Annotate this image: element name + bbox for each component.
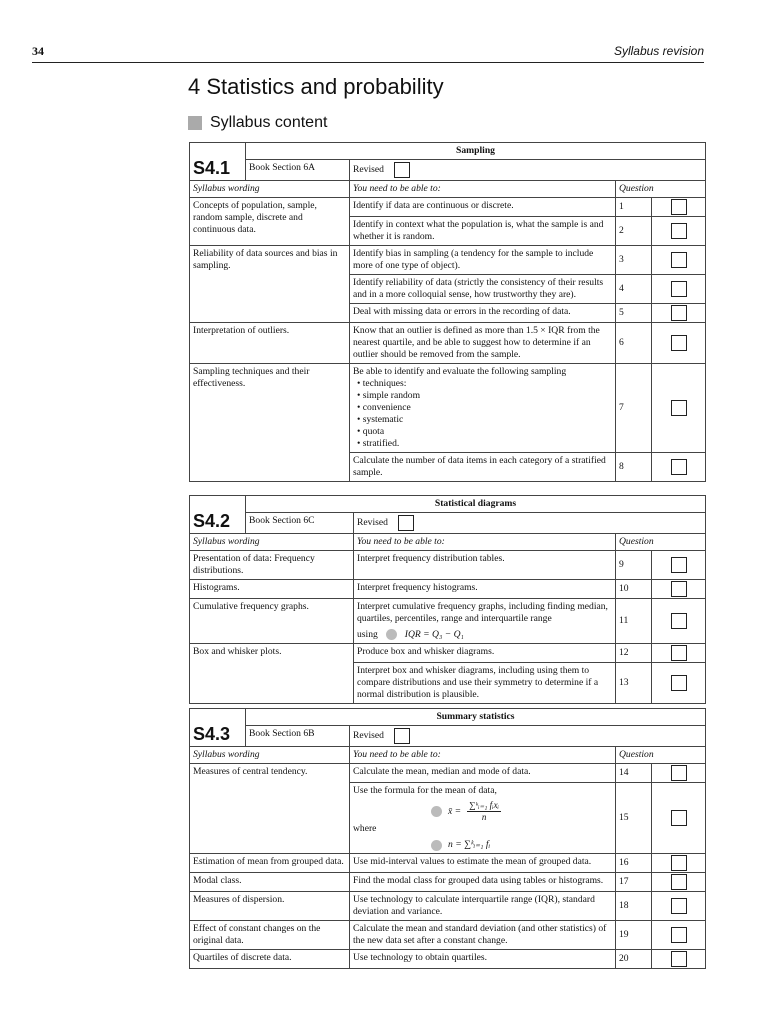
question-number: 16 (616, 854, 652, 873)
need-text: Identify if data are continuous or discrete. (350, 197, 616, 216)
iqr-formula: IQR = Q₃ − Q₁ (404, 628, 464, 640)
question-number: 9 (616, 550, 652, 579)
col-header-question: Question (616, 746, 706, 763)
syllabus-wording: Estimation of mean from grouped data. (190, 854, 350, 873)
need-text: Deal with missing data or errors in the recording of data. (350, 303, 616, 322)
question-checkbox[interactable] (671, 951, 687, 967)
page-number: 34 (32, 44, 44, 58)
question-checkbox[interactable] (671, 874, 687, 890)
question-checkbox[interactable] (671, 675, 687, 691)
need-text: Be able to identify and evaluate the following sampling (353, 365, 567, 377)
need-text: Use technology to obtain quartiles. (350, 950, 616, 969)
list-item: • systematic (357, 414, 612, 426)
syllabus-wording: Measures of dispersion. (190, 892, 350, 921)
section-title-text: Syllabus content (210, 114, 328, 131)
question-number: 12 (616, 643, 652, 662)
need-cell (350, 782, 616, 853)
list-item: • quota (357, 426, 612, 438)
syllabus-wording: Presentation of data: Frequency distributions. (190, 550, 354, 579)
need-text: Know that an outlier is defined as more than 1.5 × IQR from the nearest quartile, and be able to suggest how to determine if an outlier should be removed from the sample. (350, 322, 616, 363)
syllabus-block-s4-1 (189, 142, 706, 482)
need-text: Use mid-interval values to estimate the mean of grouped data. (350, 854, 616, 873)
mean-formula-denominator: n (481, 812, 487, 823)
syllabus-wording: Effect of constant changes on the original data. (190, 921, 350, 950)
need-text: Interpret cumulative frequency graphs, including finding median, quartiles, percentiles, range and interquartile range (357, 600, 608, 624)
question-number: 3 (616, 245, 652, 274)
question-number: 19 (616, 921, 652, 950)
question-number: 14 (616, 763, 652, 782)
col-header-question: Question (616, 180, 706, 197)
question-checkbox[interactable] (671, 557, 687, 573)
question-number: 18 (616, 892, 652, 921)
syllabus-wording: Sampling techniques and their effectiveness. (190, 363, 350, 481)
revised-label: Revised (353, 729, 384, 741)
question-number: 20 (616, 950, 652, 969)
syllabus-block-s4-2 (189, 495, 706, 704)
syllabus-wording: Quartiles of discrete data. (190, 950, 350, 969)
need-text: Interpret box and whisker diagrams, including using them to compare distributions and use their symmetry to determine if a normal distribution is plausible. (354, 662, 616, 703)
revised-checkbox[interactable] (394, 162, 410, 178)
need-text: Calculate the mean, median and mode of data. (350, 763, 616, 782)
col-header-need: You need to be able to: (350, 746, 616, 763)
need-cell (354, 598, 616, 643)
syllabus-wording: Modal class. (190, 873, 350, 892)
syllabus-wording: Measures of central tendency. (190, 763, 350, 853)
block-code: S4.3 (190, 709, 246, 747)
revised-label: Revised (357, 516, 388, 528)
need-text: Interpret frequency distribution tables. (354, 550, 616, 579)
question-number: 2 (616, 216, 652, 245)
need-text: Use technology to calculate interquartile range (IQR), standard deviation and variance. (350, 892, 616, 921)
header-rule (32, 62, 704, 63)
list-item: • convenience (357, 402, 612, 414)
question-number: 4 (616, 274, 652, 303)
using-label: using (357, 628, 378, 640)
syllabus-wording: Reliability of data sources and bias in sampling. (190, 245, 350, 322)
question-checkbox[interactable] (671, 223, 687, 239)
question-checkbox[interactable] (671, 335, 687, 351)
question-number: 8 (616, 452, 652, 481)
question-checkbox[interactable] (671, 199, 687, 215)
syllabus-wording: Cumulative frequency graphs. (190, 598, 354, 643)
col-header-syllabus: Syllabus wording (190, 180, 350, 197)
question-number: 15 (616, 782, 652, 853)
block-code: S4.2 (190, 496, 246, 534)
mean-formula-lhs: x̄ = (448, 805, 462, 817)
list-item: • simple random (357, 390, 612, 402)
need-text: Identify reliability of data (strictly the consistency of their results and in a more colloquial sense, how trustworthy they are). (350, 274, 616, 303)
need-text: Identify in context what the population is, what the sample is and whether it is random. (350, 216, 616, 245)
question-checkbox[interactable] (671, 305, 687, 321)
calculator-icon (431, 840, 442, 851)
syllabus-wording: Box and whisker plots. (190, 643, 354, 703)
revised-checkbox[interactable] (394, 728, 410, 744)
section-title (188, 114, 327, 132)
question-checkbox[interactable] (671, 400, 687, 416)
question-checkbox[interactable] (671, 581, 687, 597)
question-number: 6 (616, 322, 652, 363)
question-number: 17 (616, 873, 652, 892)
need-text: Find the modal class for grouped data using tables or histograms. (350, 873, 616, 892)
list-item: • techniques: (357, 378, 612, 390)
question-number: 5 (616, 303, 652, 322)
need-text: Produce box and whisker diagrams. (354, 643, 616, 662)
question-number: 13 (616, 662, 652, 703)
revised-checkbox[interactable] (398, 515, 414, 531)
question-number: 11 (616, 598, 652, 643)
syllabus-wording: Histograms. (190, 579, 354, 598)
need-text: Calculate the number of data items in each category of a stratified sample. (350, 452, 616, 481)
need-cell (350, 363, 616, 452)
question-checkbox[interactable] (671, 765, 687, 781)
question-number: 7 (616, 363, 652, 452)
section-square-icon (188, 116, 202, 130)
col-header-syllabus: Syllabus wording (190, 746, 350, 763)
question-checkbox[interactable] (671, 898, 687, 914)
col-header-need: You need to be able to: (350, 180, 616, 197)
where-label: where (353, 823, 377, 835)
mean-formula-numerator: ∑ᵏᵢ₌₁ fᵢxᵢ (467, 800, 501, 812)
revised-label: Revised (353, 163, 384, 175)
need-text: Use the formula for the mean of data, (353, 784, 497, 796)
block-code: S4.1 (190, 143, 246, 181)
question-checkbox[interactable] (671, 810, 687, 826)
mean-formula-fraction (467, 800, 501, 824)
question-checkbox[interactable] (671, 252, 687, 268)
need-text: Identify bias in sampling (a tendency for the sample to include more of one type of object). (350, 245, 616, 274)
syllabus-wording: Interpretation of outliers. (190, 322, 350, 363)
book-section: Book Section 6C (246, 512, 354, 533)
running-head: Syllabus revision (613, 44, 704, 58)
book-section: Book Section 6A (246, 159, 350, 180)
question-number: 10 (616, 579, 652, 598)
col-header-question: Question (616, 533, 706, 550)
chapter-title: 4 Statistics and probability (188, 74, 444, 99)
syllabus-block-s4-3 (189, 708, 706, 969)
question-checkbox[interactable] (671, 855, 687, 871)
question-checkbox[interactable] (671, 459, 687, 475)
calculator-icon (431, 806, 442, 817)
question-checkbox[interactable] (671, 613, 687, 629)
question-checkbox[interactable] (671, 927, 687, 943)
block-title: Summary statistics (246, 709, 706, 726)
n-formula: n = ∑ᵏᵢ₌₁ fᵢ (448, 839, 491, 851)
col-header-need: You need to be able to: (354, 533, 616, 550)
need-text: Calculate the mean and standard deviation (and other statistics) of the new data set after a constant change. (350, 921, 616, 950)
question-checkbox[interactable] (671, 281, 687, 297)
col-header-syllabus: Syllabus wording (190, 533, 354, 550)
calculator-icon (386, 629, 397, 640)
need-text: Interpret frequency histograms. (354, 579, 616, 598)
block-title: Statistical diagrams (246, 496, 706, 513)
list-item: • stratified. (357, 438, 612, 450)
sampling-techniques-list (353, 378, 612, 450)
question-checkbox[interactable] (671, 645, 687, 661)
book-section: Book Section 6B (246, 725, 350, 746)
question-number: 1 (616, 197, 652, 216)
block-title: Sampling (246, 143, 706, 160)
syllabus-wording: Concepts of population, sample, random sample, discrete and continuous data. (190, 197, 350, 245)
